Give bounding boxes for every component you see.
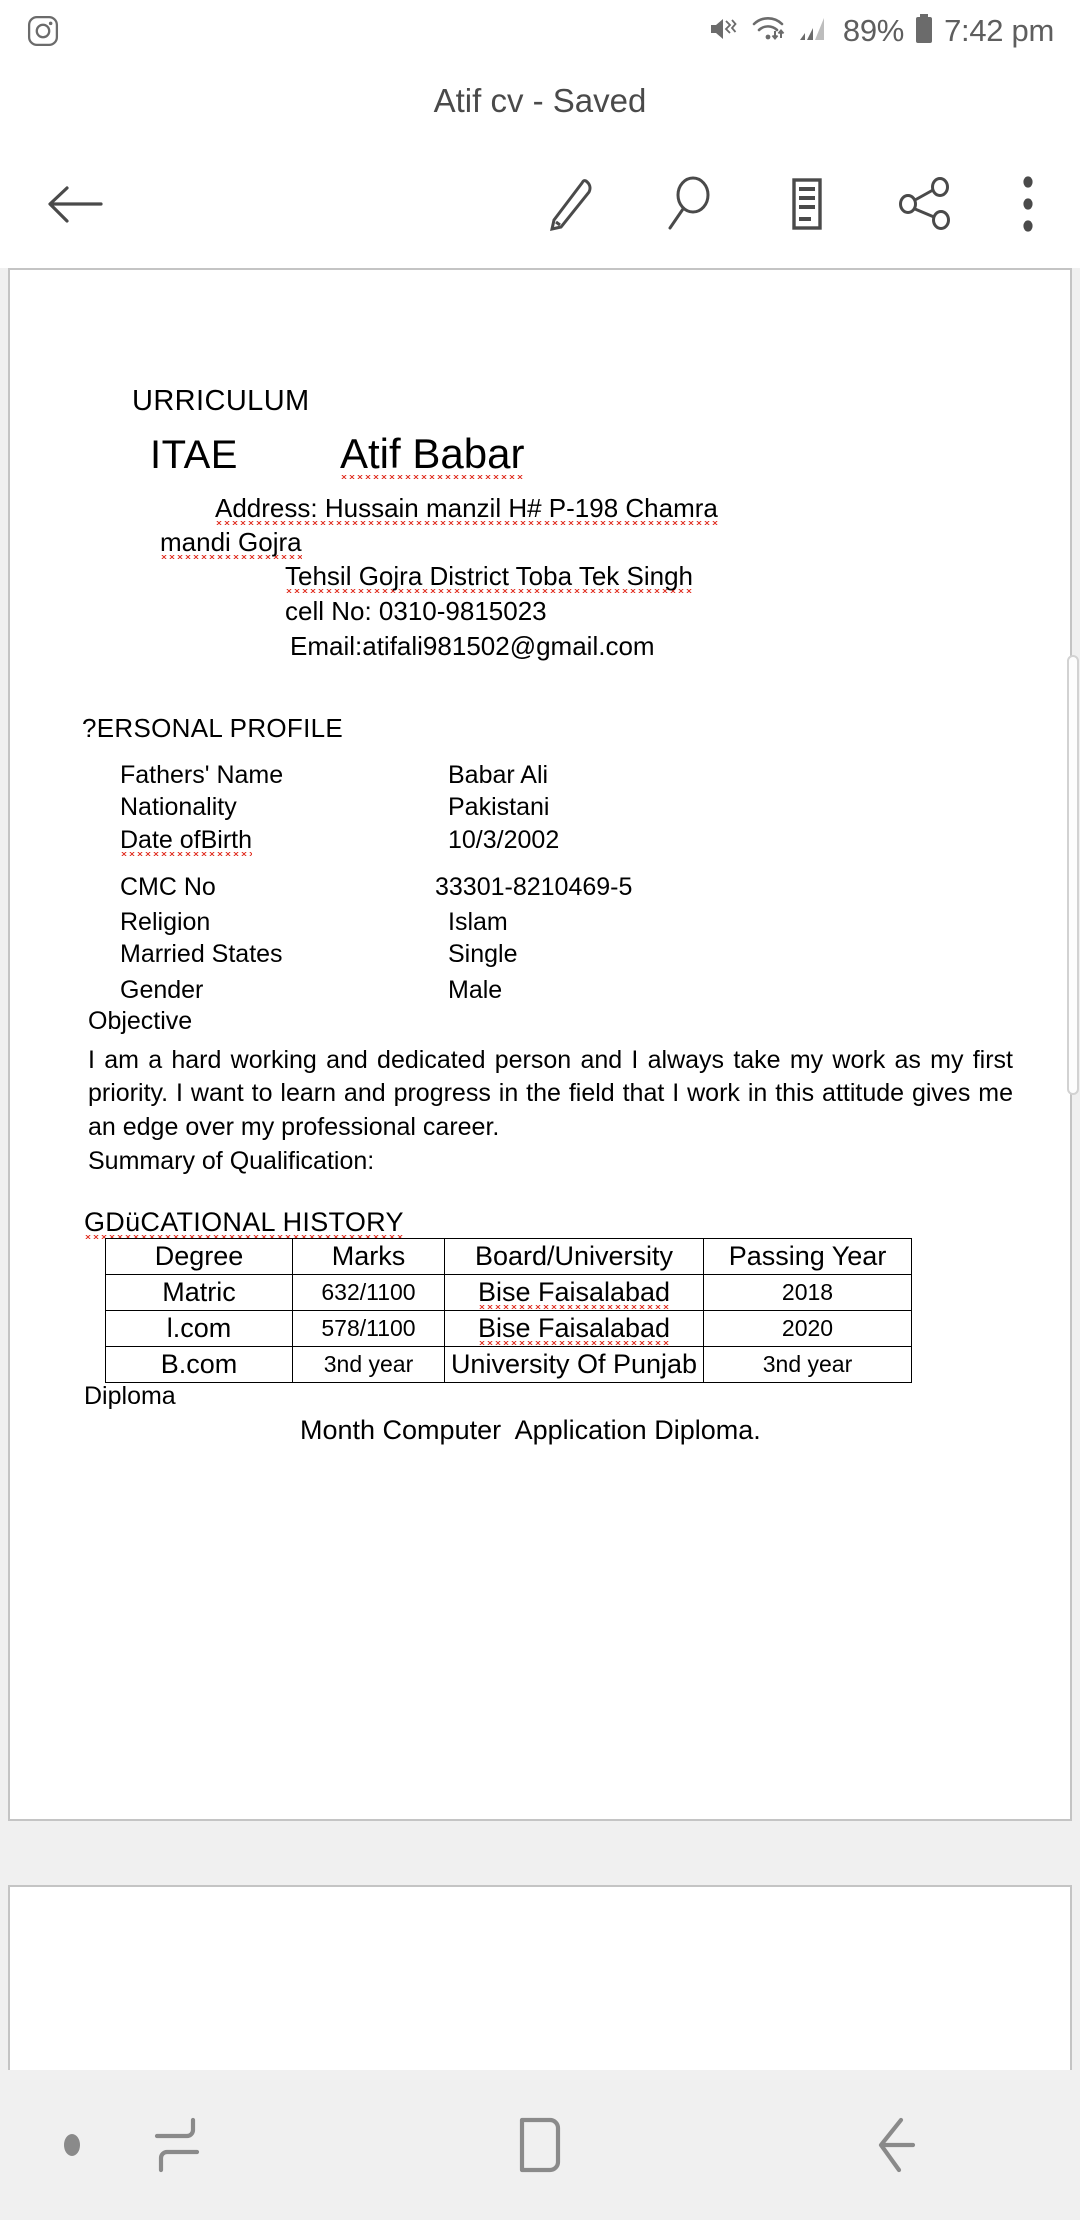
cell-board-0: Bise Faisalabad [445, 1275, 704, 1311]
profile-value-gender: Male [448, 976, 503, 1004]
status-bar-left [26, 14, 60, 48]
section-heading-personal-profile: ?ERSONAL PROFILE [82, 713, 344, 743]
profile-value-religion: Islam [448, 908, 508, 936]
profile-label-married-states: Married States [120, 940, 283, 968]
profile-label-religion: Religion [120, 908, 211, 936]
section-heading-educational-history: GDüCATIONAL HISTORY [84, 1207, 404, 1237]
diploma-value: Month Computer Application Diploma. [300, 1415, 761, 1445]
cell-degree-1: l.com [106, 1311, 293, 1347]
vertical-scrollbar-thumb[interactable] [1067, 655, 1079, 1095]
section-heading-objective: Objective [88, 1007, 193, 1035]
document-page-2[interactable] [8, 1885, 1072, 2070]
column-header-passing-year: Passing Year [704, 1239, 912, 1275]
column-header-marks: Marks [293, 1239, 445, 1275]
table-row [106, 1347, 912, 1383]
cell-marks-2: 3nd year [293, 1347, 445, 1383]
recents-icon[interactable] [122, 2090, 232, 2200]
profile-value-married-states: Single [448, 940, 518, 968]
profile-value-cmc-no: 33301-8210469-5 [435, 873, 633, 901]
candidate-name: Atif Babar [340, 430, 525, 477]
address-line-4: cell No: 0310-9815023 [285, 596, 547, 626]
overflow-menu-icon[interactable] [998, 159, 1058, 249]
table-row [106, 1275, 912, 1311]
address-line-3: Tehsil Gojra District Toba Tek Singh [285, 561, 694, 591]
magnifier-icon[interactable] [644, 159, 734, 249]
document-page-1[interactable] [8, 268, 1072, 1821]
profile-label-date-of-birth: Date ofBirth [120, 826, 253, 854]
cell-board-1: Bise Faisalabad [445, 1311, 704, 1347]
clock-label: 7:42 pm [944, 13, 1054, 48]
document-title: Atif cv - Saved [433, 82, 647, 119]
heading-vitae: ITAE [150, 433, 238, 477]
app-toolbar [0, 140, 1080, 268]
cell-year-1: 2020 [704, 1311, 912, 1347]
objective-paragraph: I am a hard working and dedicated person and I always take my work as my first priority. I want to learn and progress in the field that I work in this attitude gives me an edge over my professional career. [88, 1046, 1013, 1141]
profile-value-fathers-name: Babar Ali [448, 761, 549, 789]
column-header-degree: Degree [106, 1239, 293, 1275]
share-icon[interactable] [880, 159, 970, 249]
status-bar [0, 0, 1080, 62]
profile-label-nationality: Nationality [120, 793, 237, 821]
profile-value-nationality: Pakistani [448, 793, 550, 821]
pencil-icon[interactable] [526, 159, 616, 249]
wifi-icon [751, 14, 789, 49]
cell-marks-0: 632/1100 [293, 1275, 445, 1311]
document-outline-icon[interactable] [762, 159, 852, 249]
cellular-signal-icon [798, 14, 834, 49]
profile-label-cmc-no: CMC No [120, 873, 216, 901]
battery-icon [913, 13, 935, 50]
battery-percent-label: 89% [842, 13, 905, 48]
address-line-1: Address: Hussain manzil H# P-198 Chamra [215, 493, 718, 523]
back-icon[interactable] [845, 2090, 955, 2200]
section-heading-summary: Summary of Qualification: [88, 1147, 375, 1175]
table-row [106, 1311, 912, 1347]
cell-degree-0: Matric [106, 1275, 293, 1311]
document-viewport[interactable] [0, 268, 1080, 2070]
keyboard-indicator-dot[interactable] [52, 2125, 92, 2165]
education-table [105, 1238, 912, 1383]
status-bar-right [708, 13, 1054, 50]
cell-marks-1: 578/1100 [293, 1311, 445, 1347]
instagram-icon [26, 14, 60, 48]
cell-board-2: University Of Punjab [445, 1347, 704, 1383]
toolbar-actions [526, 159, 1058, 249]
volume-mute-vibrate-icon [708, 14, 742, 49]
title-bar [0, 62, 1080, 140]
cell-degree-2: B.com [106, 1347, 293, 1383]
heading-curriculum: URRICULUM [132, 385, 310, 417]
profile-value-date-of-birth: 10/3/2002 [448, 826, 560, 854]
address-line-5: Email:atifali981502@gmail.com [290, 631, 655, 661]
address-line-2: mandi Gojra [160, 527, 302, 557]
cell-year-0: 2018 [704, 1275, 912, 1311]
table-header-row [106, 1239, 912, 1275]
cell-year-2: 3nd year [704, 1347, 912, 1383]
system-nav-bar [0, 2070, 1080, 2220]
profile-label-gender: Gender [120, 976, 204, 1004]
resume-content [10, 270, 1070, 1819]
section-heading-diploma: Diploma [84, 1382, 176, 1410]
column-header-board: Board/University [445, 1239, 704, 1275]
back-arrow-icon[interactable] [30, 159, 120, 249]
home-icon[interactable] [485, 2090, 595, 2200]
profile-label-fathers-name: Fathers' Name [120, 761, 284, 789]
